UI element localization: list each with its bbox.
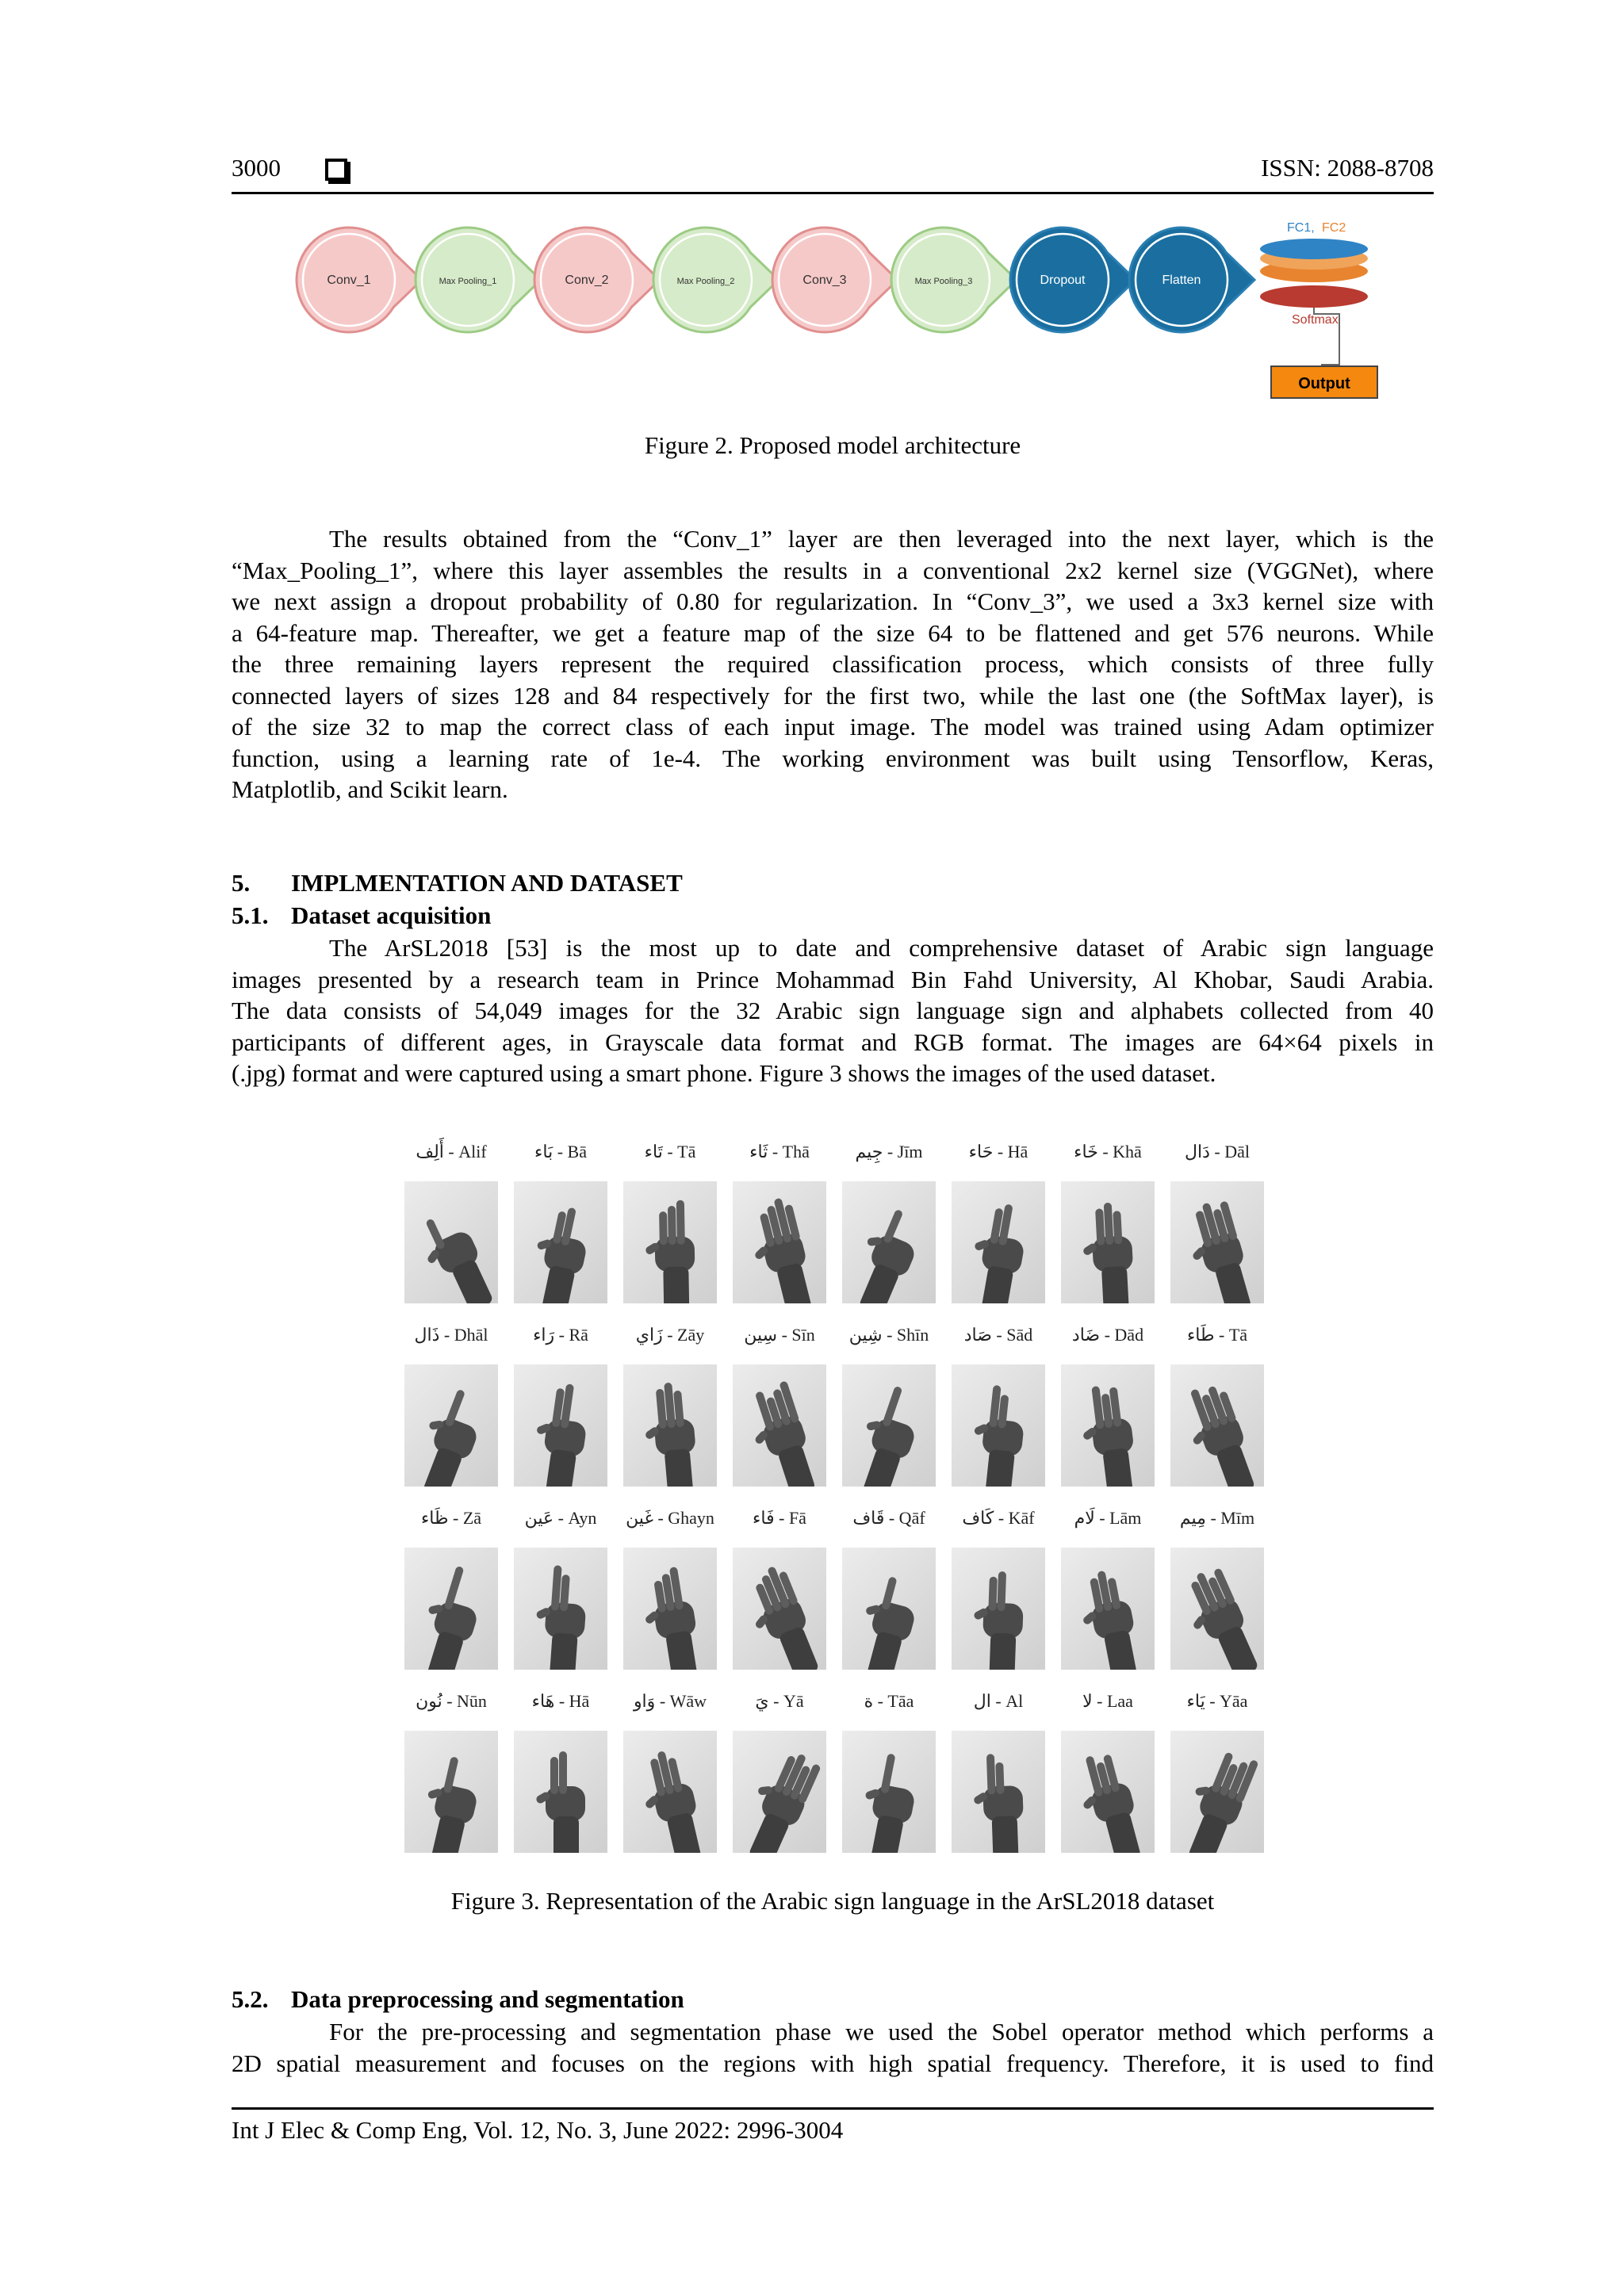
hand-sign-image xyxy=(1061,1364,1155,1487)
sign-label: لا - Laa xyxy=(1082,1691,1133,1711)
subsection-title: Data preprocessing and segmentation xyxy=(291,1985,684,2013)
text-line: The results obtained from the “Conv_1” layer are then leveraged into the next layer, which is the xyxy=(329,525,1434,553)
sign-label: جِيم - Jīm xyxy=(855,1142,923,1161)
text-line: The ArSL2018 [53] is the most up to date and comprehensive dataset of Arabic sign language xyxy=(329,934,1434,962)
layer-node xyxy=(1129,228,1254,332)
sign-label: يَ - Yā xyxy=(755,1691,804,1711)
subsection-number: 5.1. xyxy=(232,901,269,929)
sign-label: دَال - Dāl xyxy=(1185,1142,1250,1161)
text-line: 2D spatial measurement and focuses on the regions with high spatial frequency. Therefore, it is used to find xyxy=(232,2049,1434,2077)
hand-sign-image xyxy=(733,1364,826,1487)
hand-sign-image xyxy=(1170,1181,1264,1303)
hand-sign-image xyxy=(623,1548,717,1670)
section-title: IMPLMENTATION AND DATASET xyxy=(291,869,683,897)
softmax-layer-icon xyxy=(1260,285,1368,308)
hand-sign-image xyxy=(514,1548,607,1670)
layer-label: Max Pooling_2 xyxy=(676,277,735,286)
issn: ISSN: 2088-8708 xyxy=(1261,154,1434,182)
hand-sign-image xyxy=(404,1181,498,1303)
page-header xyxy=(232,152,1434,194)
text-line: the three remaining layers represent the required classification process, which consists of three fully xyxy=(232,650,1434,678)
sign-label: لَام - Lām xyxy=(1074,1508,1142,1528)
text-line: “Max_Pooling_1”, where this layer assembles the results in a conventional 2x2 kernel size (VGGNet), where xyxy=(232,556,1434,584)
text-line: images presented by a research team in Prince Mohammad Bin Fahd University, Al Khobar, Saudi Arabia. xyxy=(232,965,1434,993)
layer-node xyxy=(297,228,422,332)
sign-label: غَين - Ghayn xyxy=(626,1508,714,1528)
hand-sign-image xyxy=(404,1548,498,1670)
sign-label: ثَاء - Thā xyxy=(749,1142,810,1161)
sign-label: شِين - Shīn xyxy=(848,1325,929,1345)
sign-label: زَاي - Zāy xyxy=(635,1325,705,1345)
layer-label: Dropout xyxy=(1040,274,1086,287)
hand-sign-image xyxy=(514,1731,607,1853)
hand-sign-image xyxy=(623,1364,717,1487)
page-number: 3000 xyxy=(232,154,281,182)
figure-2-caption: Figure 2. Proposed model architecture xyxy=(644,431,1021,459)
hand-sign-image xyxy=(1170,1364,1264,1487)
paragraph-dataset-acquisition xyxy=(232,932,1434,1089)
page-footer xyxy=(232,2107,1434,2144)
layer-label: Conv_2 xyxy=(565,274,609,287)
layer-node xyxy=(534,228,660,332)
hand-sign-image xyxy=(842,1731,936,1853)
hand-sign-image xyxy=(733,1548,826,1670)
sign-label: يَاء - Yāa xyxy=(1186,1691,1248,1711)
layer-node xyxy=(1010,228,1136,332)
hand-sign-image xyxy=(952,1731,1045,1853)
architecture-diagram xyxy=(282,214,1384,404)
sign-label: ضَاد - Dād xyxy=(1071,1325,1144,1345)
hand-sign-image xyxy=(733,1731,826,1853)
sign-label: أَلِف - Alif xyxy=(416,1142,487,1161)
square-bullet-icon xyxy=(325,159,347,181)
hand-sign-image xyxy=(514,1181,607,1303)
sign-label: خَاء - Khā xyxy=(1074,1142,1142,1161)
paragraph-preprocessing xyxy=(232,2016,1434,2079)
subsection-5-2-heading xyxy=(232,1985,684,2014)
hand-sign-image xyxy=(1170,1731,1264,1853)
layer-label: Conv_3 xyxy=(802,274,847,287)
hand-sign-image xyxy=(842,1181,936,1303)
sign-label: قَاف - Qāf xyxy=(852,1508,925,1528)
text-line: a 64-feature map. Thereafter, we get a feature map of the size 64 to be flattened and get 576 neurons. While xyxy=(232,618,1434,647)
sign-label: رَاء - Rā xyxy=(533,1325,588,1345)
text-line: of the size 32 to map the correct class of each input image. The model was trained using Adam optimizer xyxy=(232,713,1434,740)
sign-label: نُون - Nūn xyxy=(416,1691,487,1711)
hand-sign-image xyxy=(623,1731,717,1853)
hand-sign-image xyxy=(514,1364,607,1487)
paragraph-model-description xyxy=(232,523,1434,806)
sign-label: مِيم - Mīm xyxy=(1179,1508,1255,1528)
hand-sign-image xyxy=(404,1364,498,1487)
fc1-label: FC1, xyxy=(1287,221,1315,235)
sign-label: صَاد - Sād xyxy=(963,1325,1033,1345)
text-line: For the pre-processing and segmentation phase we used the Sobel operator method which performs a xyxy=(329,2018,1434,2045)
subsection-5-1-heading xyxy=(232,901,491,930)
subsection-title: Dataset acquisition xyxy=(291,901,492,929)
layer-node xyxy=(416,228,541,332)
layer-label: Conv_1 xyxy=(327,274,371,287)
sign-label: سِين - Sīn xyxy=(744,1325,815,1345)
text-line: The data consists of 54,049 images for the 32 Arabic sign language sign and alphabets collected from 40 xyxy=(232,997,1434,1024)
sign-label: ذَال - Dhāl xyxy=(414,1325,488,1345)
sign-label: عَين - Ayn xyxy=(524,1508,597,1528)
hand-sign-image xyxy=(952,1548,1045,1670)
text-line: (.jpg) format and were captured using a smart phone. Figure 3 shows the images of the used dataset. xyxy=(232,1059,1216,1087)
hand-sign-image xyxy=(1061,1731,1155,1853)
sign-label: ظَاء - Zā xyxy=(420,1508,482,1528)
text-line: Matplotlib, and Scikit learn. xyxy=(232,775,508,803)
sign-label: وَاو - Wāw xyxy=(633,1691,707,1711)
figure-2-architecture xyxy=(282,214,1384,404)
figure-3-caption: Figure 3. Representation of the Arabic sign language in the ArSL2018 dataset xyxy=(450,1887,1215,1915)
hand-sign-image xyxy=(733,1181,826,1303)
hand-sign-image xyxy=(623,1181,717,1303)
softmax-label: Softmax xyxy=(1292,313,1339,327)
sign-label: هَاء - Hā xyxy=(531,1691,590,1711)
hand-sign-image xyxy=(404,1731,498,1853)
sign-label: طَاء - Tā xyxy=(1186,1325,1248,1345)
layer-label: Flatten xyxy=(1162,274,1201,287)
subsection-number: 5.2. xyxy=(232,1985,269,2013)
output-label: Output xyxy=(1298,375,1350,392)
journal-citation: Int J Elec & Comp Eng, Vol. 12, No. 3, June 2022: 2996-3004 xyxy=(232,2116,844,2144)
hand-sign-image xyxy=(842,1548,936,1670)
sign-label: ة - Tāa xyxy=(864,1691,914,1711)
hand-sign-image xyxy=(1061,1181,1155,1303)
sign-label: بَاء - Bā xyxy=(534,1142,587,1161)
text-line: participants of different ages, in Grayscale data format and RGB format. The images are 64×64 pixels in xyxy=(232,1027,1434,1056)
fc-top-layer-icon xyxy=(1260,239,1368,259)
section-5-heading xyxy=(232,869,683,897)
sign-label: فَاء - Fā xyxy=(753,1508,806,1528)
layer-node xyxy=(891,228,1017,332)
text-line: we next assign a dropout probability of 0.80 for regularization. In “Conv_3”, we used a 3x3 kernel size with xyxy=(232,587,1434,615)
sign-label: تَاء - Tā xyxy=(644,1142,696,1161)
fc2-label: FC2 xyxy=(1322,221,1346,235)
text-line: connected layers of sizes 128 and 84 respectively for the first two, while the last one (the SoftMax layer), is xyxy=(232,681,1434,710)
section-number: 5. xyxy=(232,869,251,897)
sign-label: كَاف - Kāf xyxy=(962,1508,1035,1528)
hand-sign-image xyxy=(1061,1548,1155,1670)
layer-label: Max Pooling_3 xyxy=(914,277,973,286)
hand-sign-image xyxy=(842,1364,936,1487)
text-line: function, using a learning rate of 1e-4. The working environment was built using Tensorflow, Keras, xyxy=(232,744,1434,772)
sign-label: حَاء - Hā xyxy=(968,1142,1028,1161)
layer-node xyxy=(653,228,779,332)
hand-sign-image xyxy=(952,1181,1045,1303)
hand-sign-image xyxy=(952,1364,1045,1487)
layer-node xyxy=(772,228,898,332)
hand-sign-image xyxy=(1170,1548,1264,1670)
layer-label: Max Pooling_1 xyxy=(439,277,497,286)
sign-label: ال - Al xyxy=(973,1691,1024,1711)
